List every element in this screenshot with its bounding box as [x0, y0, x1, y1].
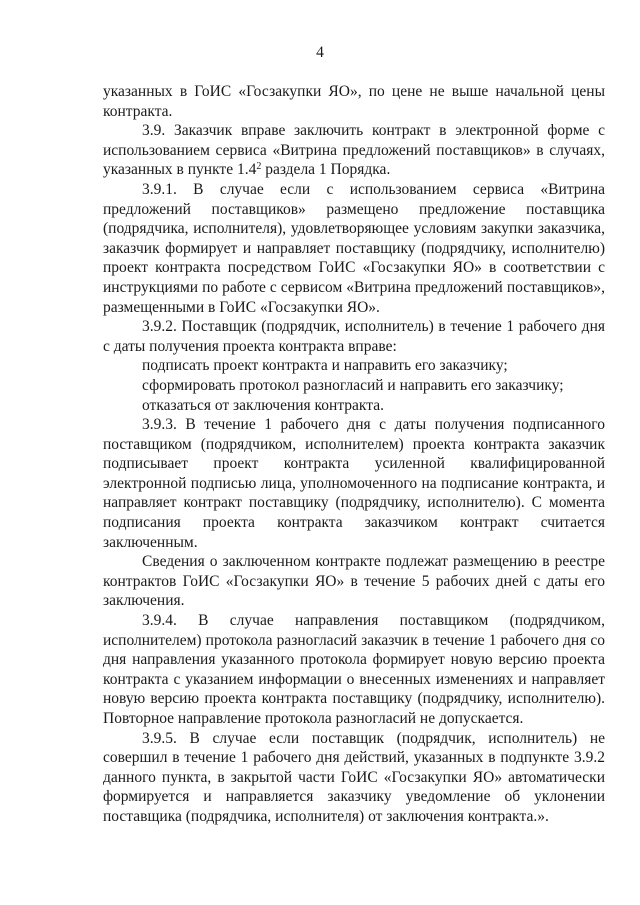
option-refuse-contract: отказаться от заключения контракта. — [142, 396, 384, 414]
paragraph-3-9-text: 3.9. Заказчик вправе заключить контракт в электронной форме с использованием сервиса «Витрина предложений поставщиков» в случаях, указанных в пункте 1.4 — [103, 122, 605, 179]
paragraph-3-9 — [103, 121, 605, 180]
paragraph-3-9-3: 3.9.3. В течение 1 рабочего дня с даты получения подписанного поставщиком (подрядчиком, исполнителем) проекта контракта заказчик подписывает проект контракта усиленной квалифицированной электронной подписью лица, уполномоченного на подписание контракта, и направляет контракт поставщику (подрядчику, исполнителю). С момента подписания проекта контракта заказчиком контракт считается заключенным. — [103, 416, 605, 551]
paragraph-3-9-4: 3.9.4. В случае направления поставщиком (подрядчиком, исполнителем) протокола разногласий заказчик в течение 1 рабочего дня со дня направления указанного протокола формирует новую версию проекта контракта с указанием информации о внесенных изменениях и направляет новую версию проекта контракта поставщику (подрядчику, исполнителю). Повторное направление протокола разногласий не допускается. — [103, 612, 605, 727]
option-sign-contract: подписать проект контракта и направить его заказчику; — [142, 357, 508, 375]
paragraph-intro: указанных в ГоИС «Госзакупки ЯО», по цене не выше начальной цены контракта. — [103, 83, 605, 120]
paragraph-3-9-tail: раздела 1 Порядка. — [261, 161, 391, 179]
paragraph-3-9-2: 3.9.2. Поставщик (подрядчик, исполнитель) в течение 1 рабочего дня с даты получения проекта контракта вправе: — [103, 318, 605, 355]
option-disagreement-protocol: сформировать протокол разногласий и направить его заказчику; — [142, 376, 564, 394]
paragraph-3-9-5: 3.9.5. В случае если поставщик (подрядчик, исполнитель) не совершил в течение 1 рабочего дня действий, указанных в подпункте 3.9.2 данного пункта, в закрытой части ГоИС «Госзакупки ЯО» автоматически формируется и направляется заказчику уведомление об уклонении поставщика (подрядчика, исполнителя) от заключения контракта.». — [103, 729, 605, 825]
document-body — [103, 82, 605, 827]
paragraph-3-9-1: 3.9.1. В случае если с использованием сервиса «Витрина предложений поставщиков» размещено предложение поставщика (подрядчика, исполнителя), удовлетворяющее условиям закупки заказчика, заказчик формирует и направляет поставщику (подрядчику, исполнителю) проект контракта посредством ГоИС «Госзакупки ЯО» в соответствии с инструкциями по работе с сервисом «Витрина предложений поставщиков», размещенными в ГоИС «Госзакупки ЯО». — [103, 180, 605, 316]
paragraph-contract-registry: Сведения о заключенном контракте подлежат размещению в реестре контрактов ГоИС «Госзакупки ЯО» в течение 5 рабочих дней с даты его заключения. — [103, 553, 605, 610]
page-number: 4 — [316, 44, 324, 61]
footnote-superscript: 2 — [256, 161, 262, 173]
